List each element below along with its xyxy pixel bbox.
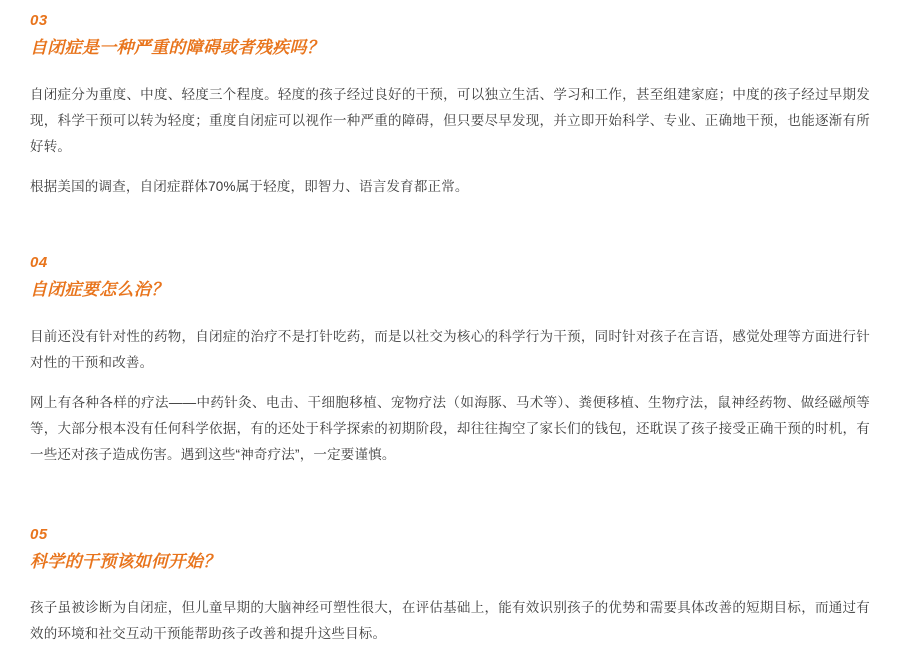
spacer: [30, 302, 870, 324]
section-title: 科学的干预该如何开始？: [30, 551, 221, 571]
paragraph: 网上有各种各样的疗法——中药针灸、电击、干细胞移植、宠物疗法（如海豚、马术等）、粪便移植、生物疗法，鼠神经药物、做经磁颅等等，大部分根本没有任何科学依据，有的还处于科学探索的初期阶段，却往往掏空了家长们的钱包，还耽误了孩子接受正确干预的时机，有一些还对孩子造成伤害。遇到这些“神奇疗法”，一定要谨慎。: [30, 394, 870, 462]
spacer: [30, 376, 870, 390]
paragraph: 目前还没有针对性的药物，自闭症的治疗不是打针吃药，而是以社交为核心的科学行为干预，同时针对孩子在言语，感觉处理等方面进行针对性的干预和改善。: [30, 328, 870, 370]
section-number: 04: [30, 253, 48, 271]
paragraph: 根据美国的调查，自闭症群体70%属于轻度，即智力、语言发育都正常。: [30, 178, 469, 194]
spacer: [30, 60, 870, 82]
section-05: [30, 526, 870, 647]
spacer: [30, 200, 870, 254]
spacer: [30, 573, 870, 595]
spacer: [30, 160, 870, 174]
spacer: [30, 468, 870, 526]
section-04: [30, 254, 870, 468]
paragraph: 孩子虽被诊断为自闭症，但儿童早期的大脑神经可塑性很大，在评估基础上，能有效识别孩子的优势和需要具体改善的短期目标，而通过有效的环境和社交互动干预能帮助孩子改善和提升这些目标。: [30, 600, 870, 642]
section-03: [30, 0, 870, 200]
section-number: 03: [30, 12, 48, 29]
section-number: 05: [30, 525, 48, 543]
paragraph: 自闭症分为重度、中度、轻度三个程度。轻度的孩子经过良好的干预，可以独立生活、学习和工作，甚至组建家庭；中度的孩子经过早期发现，科学干预可以转为轻度；重度自闭症可以视作一种严重的障碍，但只要尽早发现，并立即开始科学、专业、正确地干预，也能逐渐有所好转。: [30, 86, 870, 154]
section-title: 自闭症要怎么治？: [30, 279, 169, 299]
section-title: 自闭症是一种严重的障碍或者残疾吗？: [30, 38, 325, 57]
